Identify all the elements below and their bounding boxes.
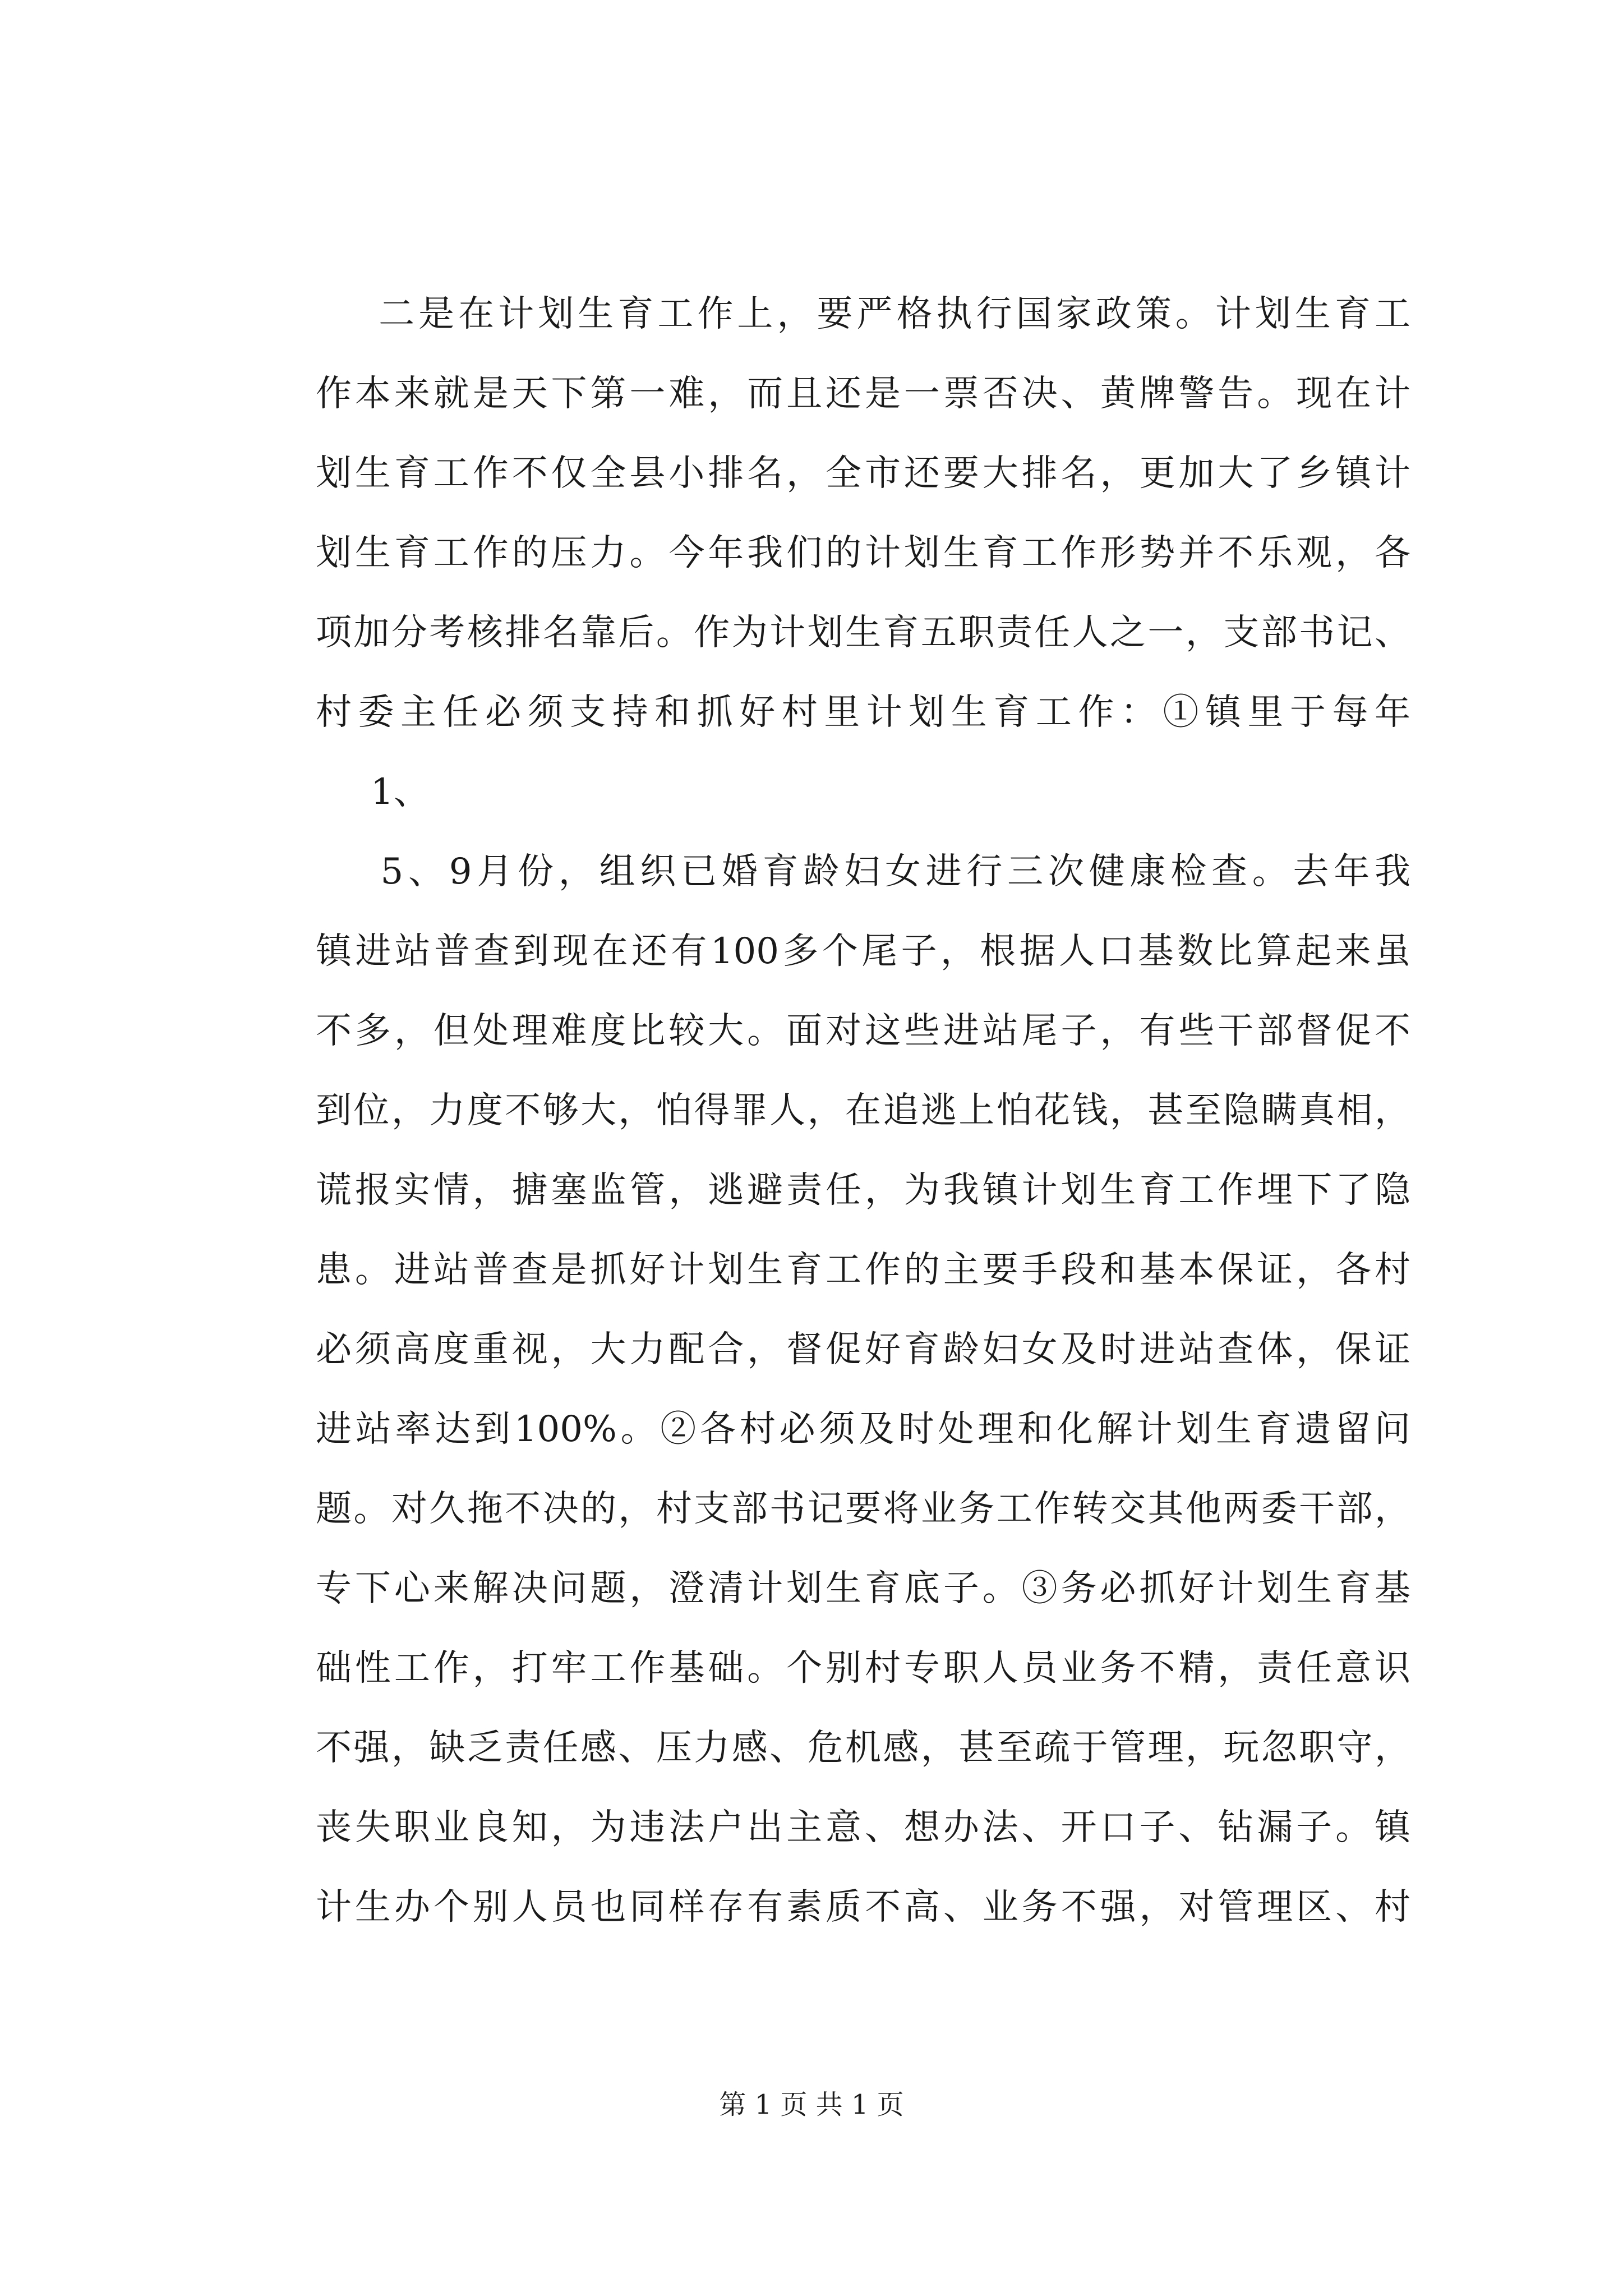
text-line: 1、 bbox=[299, 771, 430, 813]
text-line: 镇进站普查到现在还有100多个尾子，根据人口基数比算起来虽 bbox=[316, 931, 1410, 972]
text-line: 不多，但处理难度比较大。面对这些进站尾子，有些干部督促不 bbox=[316, 1010, 1410, 1052]
text-line: 划生育工作不仅全县小排名，全市还要大排名，更加大了乡镇计 bbox=[316, 453, 1410, 494]
text-line: 到位，力度不够大，怕得罪人，在追逃上怕花钱，甚至隐瞒真相， bbox=[316, 1090, 1410, 1131]
text-line: 患。进站普查是抓好计划生育工作的主要手段和基本保证，各村 bbox=[316, 1249, 1410, 1291]
text-line: 计生办个别人员也同样存有素质不高、业务不强，对管理区、村 bbox=[316, 1887, 1410, 1928]
text-line: 础性工作，打牢工作基础。个别村专职人员业务不精，责任意识 bbox=[316, 1648, 1410, 1689]
text-line: 项加分考核排名靠后。作为计划生育五职责任人之一，支部书记、 bbox=[316, 612, 1410, 654]
text-line: 题。对久拖不决的，村支部书记要将业务工作转交其他两委干部， bbox=[316, 1488, 1410, 1530]
text-line: 进站率达到100%。②各村必须及时处理和化解计划生育遗留问 bbox=[316, 1409, 1410, 1450]
text-line: 5、9月份，组织已婚育龄妇女进行三次健康检查。去年我 bbox=[299, 851, 1410, 892]
text-line: 专下心来解决问题，澄清计划生育底子。③务必抓好计划生育基 bbox=[316, 1568, 1410, 1609]
text-line: 作本来就是天下第一难，而且还是一票否决、黄牌警告。现在计 bbox=[316, 373, 1410, 415]
text-line: 划生育工作的压力。今年我们的计划生育工作形势并不乐观，各 bbox=[316, 532, 1410, 574]
text-line: 村委主任必须支持和抓好村里计划生育工作：①镇里于每年 bbox=[316, 692, 1410, 733]
text-line: 二是在计划生育工作上，要严格执行国家政策。计划生育工 bbox=[299, 293, 1410, 335]
text-line: 丧失职业良知，为违法户出主意、想办法、开口子、钻漏子。镇 bbox=[316, 1807, 1410, 1848]
text-line: 不强，缺乏责任感、压力感、危机感，甚至疏于管理，玩忽职守， bbox=[316, 1727, 1410, 1769]
page-number-footer: 第 1 页 共 1 页 bbox=[719, 2089, 904, 2120]
text-line: 谎报实情，搪塞监管，逃避责任，为我镇计划生育工作埋下了隐 bbox=[316, 1170, 1410, 1211]
text-line: 必须高度重视，大力配合，督促好育龄妇女及时进站查体，保证 bbox=[316, 1329, 1410, 1370]
